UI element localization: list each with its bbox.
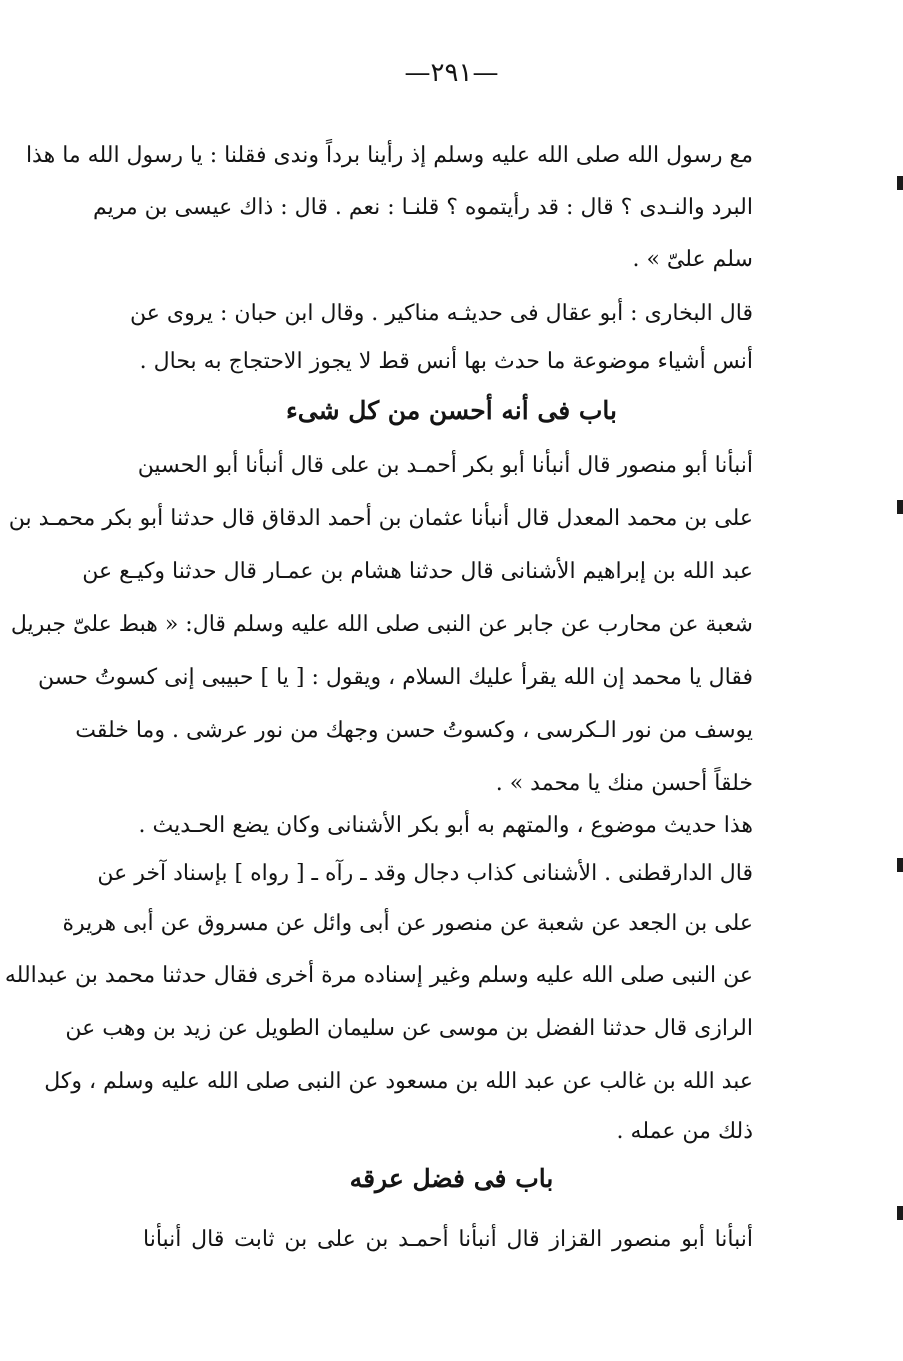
text-line: عن النبى صلى الله عليه وسلم وغير إسناده مرة أخرى فقال حدثنا محمد بن عبدالله bbox=[4, 963, 753, 988]
text-line: على بن محمد المعدل قال أنبأنا عثمان بن أحمد الدقاق قال حدثنا أبو بكر محمـد بن bbox=[8, 506, 753, 531]
text-line: أنبأنا أبو منصور القزاز قال أنبأنا أحمـد بن على بن ثابت قال أنبأنا bbox=[143, 1227, 753, 1252]
chapter-heading: باب فى أنه أحسن من كل شىء bbox=[286, 396, 617, 425]
text-line: خلقاً أحسن منك يا محمد » . bbox=[495, 771, 753, 796]
text-line: على بن الجعد عن شعبة عن منصور عن أبى وائل عن مسروق عن أبى هريرة bbox=[62, 911, 753, 936]
text-line: أنبأنا أبو منصور قال أنبأنا أبو بكر أحمـد بن على قال أنبأنا أبو الحسين bbox=[137, 453, 753, 478]
page-number: —٢٩١— bbox=[404, 58, 499, 88]
text-line: البرد والنـدى ؟ قال : قد رأيتموه ؟ قلنـا : نعم . قال : ذاك عيسى بن مريم bbox=[92, 195, 753, 220]
text-line: عبد الله بن إبراهيم الأشنانى قال حدثنا هشام بن عمـار قال حدثنا وكيـع عن bbox=[82, 559, 753, 584]
text-line: فقال يا محمد إن الله يقرأ عليك السلام ، ويقول : [ يا ] حبيبى إنى كسوتُ حسن bbox=[37, 665, 753, 690]
text-line: سلم علىّ » . bbox=[632, 247, 753, 272]
scan-edge-mark bbox=[897, 500, 903, 514]
scan-edge-mark bbox=[897, 858, 903, 872]
text-line: قال الدارقطنى . الأشنانى كذاب دجال وقد ـ رآه ـ [ رواه ] بإسناد آخر عن bbox=[97, 861, 753, 886]
text-line: ذلك من عمله . bbox=[616, 1119, 753, 1144]
scan-edge-mark bbox=[897, 176, 903, 190]
text-line: هذا حديث موضوع ، والمتهم به أبو بكر الأشنانى وكان يضع الحـديث . bbox=[138, 813, 753, 838]
text-line: قال البخارى : أبو عقال فى حديثـه مناكير . وقال ابن حبان : يروى عن bbox=[130, 301, 753, 326]
chapter-heading: باب فى فضل عرقه bbox=[349, 1164, 554, 1193]
text-line: أنس أشياء موضوعة ما حدث بها أنس قط لا يجوز الاحتجاج به بحال . bbox=[139, 349, 753, 374]
text-line: شعبة عن محارب عن جابر عن النبى صلى الله عليه وسلم قال: « هبط علىّ جبريل bbox=[10, 612, 753, 637]
text-line: مع رسول الله صلى الله عليه وسلم إذ رأينا برداً وندى فقلنا : يا رسول الله ما هذا bbox=[25, 143, 753, 168]
text-line: يوسف من نور الـكرسى ، وكسوتُ حسن وجهك من نور عرشى . وما خلقت bbox=[75, 718, 753, 743]
text-line: عبد الله بن غالب عن عبد الله بن مسعود عن النبى صلى الله عليه وسلم ، وكل bbox=[44, 1069, 753, 1094]
scan-edge-mark bbox=[897, 1206, 903, 1220]
text-line: الرازى قال حدثنا الفضل بن موسى عن سليمان الطويل عن زيد بن وهب عن bbox=[65, 1016, 753, 1041]
